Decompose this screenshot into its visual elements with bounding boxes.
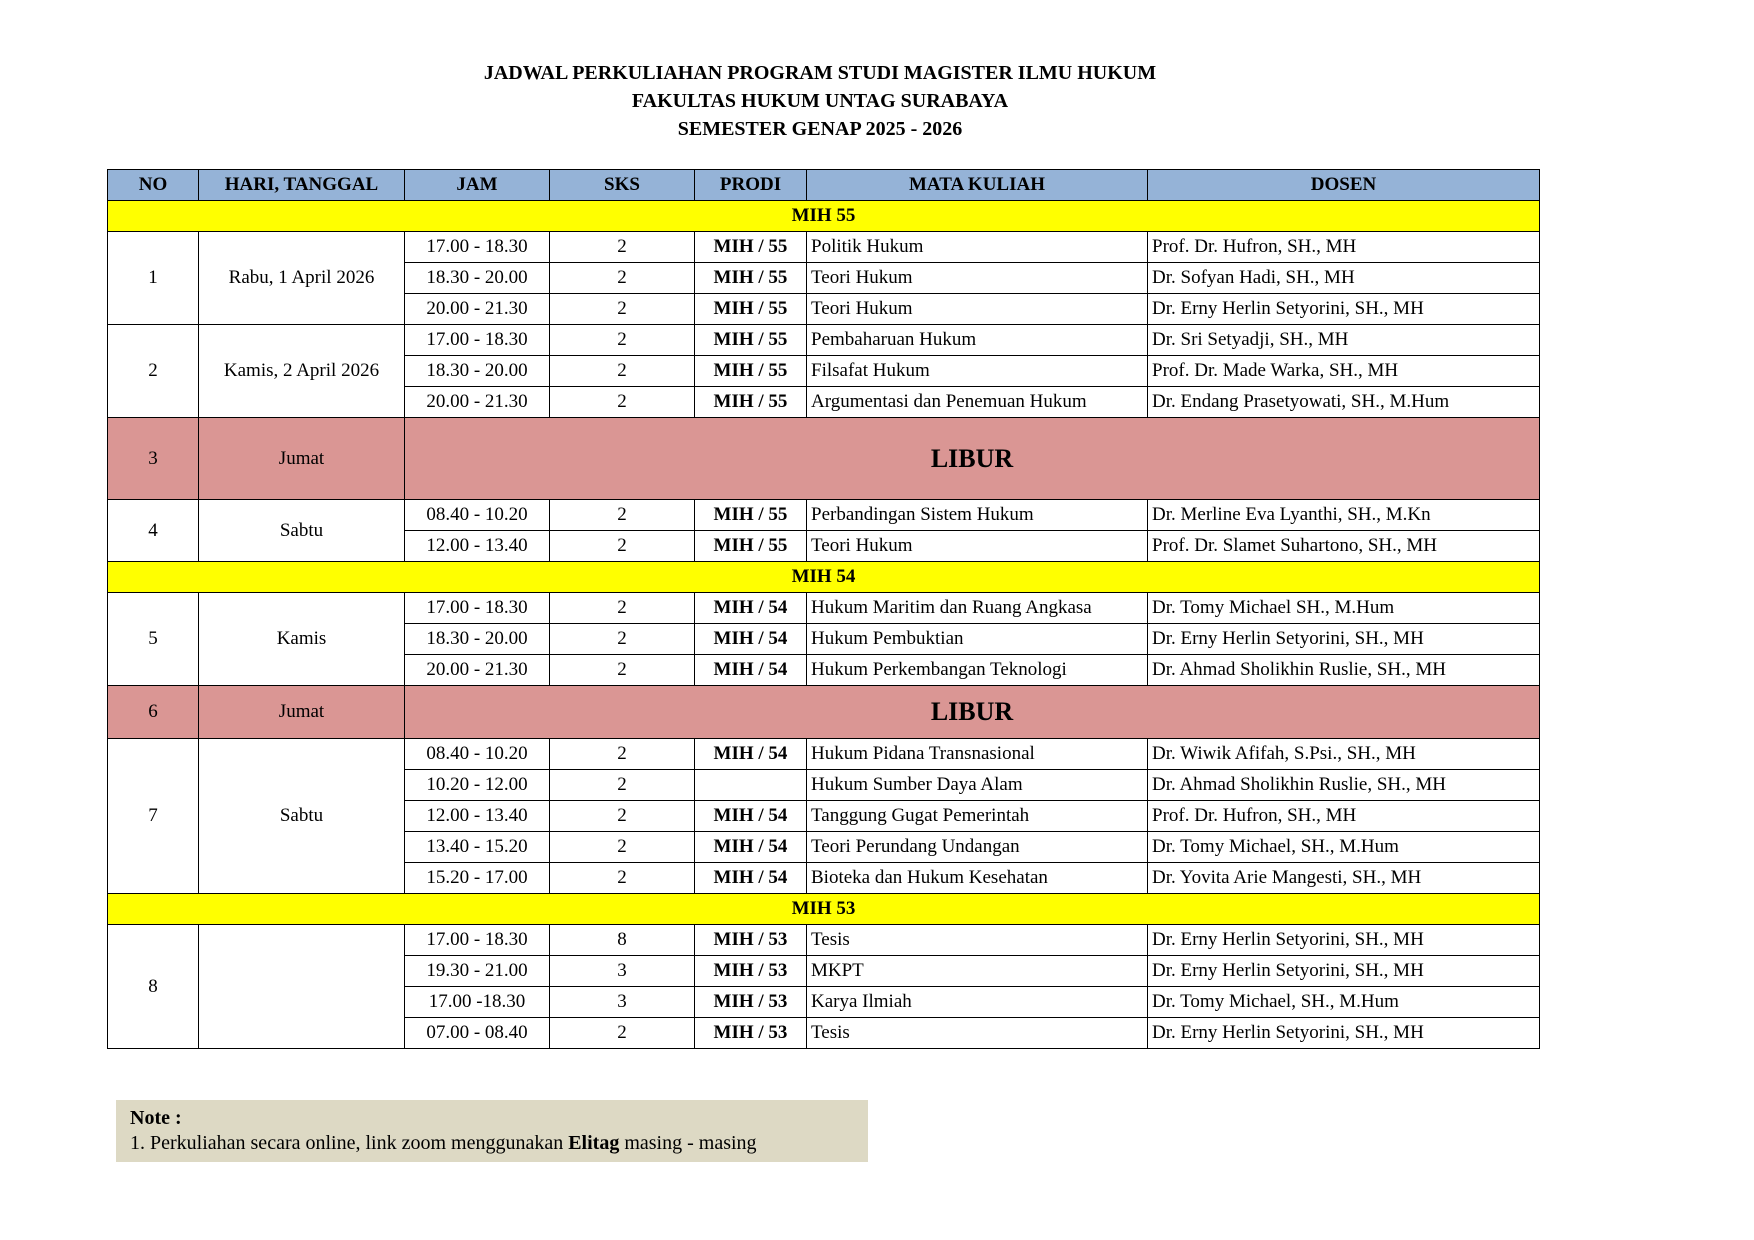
cell-sks: 2	[550, 387, 695, 418]
title-line-3: SEMESTER GENAP 2025 - 2026	[677, 118, 963, 140]
cell-sks: 2	[550, 863, 695, 894]
cell-hari-tanggal: Sabtu	[199, 500, 405, 562]
cell-jam: 10.20 - 12.00	[405, 770, 550, 801]
schedule-body	[108, 201, 1540, 1049]
cell-dosen: Dr. Erny Herlin Setyorini, SH., MH	[1148, 294, 1540, 325]
cell-prodi: MIH / 55	[695, 294, 807, 325]
note-text-bold: Elitag	[568, 1132, 620, 1154]
cell-mata-kuliah: Perbandingan Sistem Hukum	[807, 500, 1148, 531]
cell-dosen: Dr. Ahmad Sholikhin Ruslie, SH., MH	[1148, 770, 1540, 801]
cell-no: 2	[108, 325, 199, 418]
cell-dosen: Dr. Tomy Michael, SH., M.Hum	[1148, 987, 1540, 1018]
cell-mata-kuliah: Politik Hukum	[807, 232, 1148, 263]
cell-hari-tanggal: Jumat	[199, 686, 405, 739]
cell-jam: 17.00 - 18.30	[405, 232, 550, 263]
cell-sks: 2	[550, 655, 695, 686]
cell-mata-kuliah: Argumentasi dan Penemuan Hukum	[807, 387, 1148, 418]
libur-row	[108, 418, 1540, 500]
title-line-2: FAKULTAS HUKUM UNTAG SURABAYA	[631, 90, 1009, 112]
cell-mata-kuliah: Teori Hukum	[807, 294, 1148, 325]
cell-dosen: Dr. Ahmad Sholikhin Ruslie, SH., MH	[1148, 655, 1540, 686]
cell-jam: 15.20 - 17.00	[405, 863, 550, 894]
cell-prodi: MIH / 54	[695, 832, 807, 863]
col-header-no: NO	[108, 170, 199, 201]
cell-prodi	[695, 770, 807, 801]
cell-mata-kuliah: Hukum Maritim dan Ruang Angkasa	[807, 593, 1148, 624]
group-label: MIH 55	[108, 201, 1540, 232]
cell-sks: 2	[550, 1018, 695, 1049]
cell-no: 8	[108, 925, 199, 1049]
cell-prodi: MIH / 53	[695, 1018, 807, 1049]
group-label: MIH 53	[108, 894, 1540, 925]
cell-prodi: MIH / 54	[695, 739, 807, 770]
cell-prodi: MIH / 55	[695, 500, 807, 531]
cell-sks: 2	[550, 531, 695, 562]
cell-mata-kuliah: Karya Ilmiah	[807, 987, 1148, 1018]
cell-dosen: Dr. Erny Herlin Setyorini, SH., MH	[1148, 1018, 1540, 1049]
cell-no: 1	[108, 232, 199, 325]
cell-sks: 2	[550, 500, 695, 531]
cell-mata-kuliah: Bioteka dan Hukum Kesehatan	[807, 863, 1148, 894]
cell-dosen: Prof. Dr. Slamet Suhartono, SH., MH	[1148, 531, 1540, 562]
cell-sks: 2	[550, 232, 695, 263]
cell-dosen: Dr. Yovita Arie Mangesti, SH., MH	[1148, 863, 1540, 894]
cell-prodi: MIH / 55	[695, 232, 807, 263]
cell-dosen: Dr. Merline Eva Lyanthi, SH., M.Kn	[1148, 500, 1540, 531]
cell-prodi: MIH / 53	[695, 925, 807, 956]
cell-sks: 2	[550, 593, 695, 624]
note-line	[130, 1131, 854, 1156]
cell-sks: 2	[550, 294, 695, 325]
cell-hari-tanggal: Kamis, 2 April 2026	[199, 325, 405, 418]
cell-dosen: Dr. Erny Herlin Setyorini, SH., MH	[1148, 624, 1540, 655]
cell-mata-kuliah: Teori Hukum	[807, 263, 1148, 294]
cell-jam: 12.00 - 13.40	[405, 531, 550, 562]
cell-prodi: MIH / 55	[695, 263, 807, 294]
note-box	[116, 1100, 868, 1162]
cell-mata-kuliah: Pembaharuan Hukum	[807, 325, 1148, 356]
cell-mata-kuliah: Hukum Pembuktian	[807, 624, 1148, 655]
note-text-suffix: masing - masing	[619, 1132, 757, 1154]
cell-prodi: MIH / 54	[695, 624, 807, 655]
cell-no: 7	[108, 739, 199, 894]
cell-hari-tanggal: Sabtu	[199, 739, 405, 894]
cell-sks: 2	[550, 263, 695, 294]
cell-prodi: MIH / 54	[695, 863, 807, 894]
cell-jam: 17.00 - 18.30	[405, 325, 550, 356]
table-row	[108, 500, 1540, 531]
cell-jam: 18.30 - 20.00	[405, 356, 550, 387]
cell-prodi: MIH / 55	[695, 387, 807, 418]
cell-prodi: MIH / 53	[695, 987, 807, 1018]
cell-dosen: Dr. Sri Setyadji, SH., MH	[1148, 325, 1540, 356]
cell-jam: 20.00 - 21.30	[405, 294, 550, 325]
col-header-jam: JAM	[405, 170, 550, 201]
cell-jam: 17.00 - 18.30	[405, 593, 550, 624]
cell-mata-kuliah: Tesis	[807, 1018, 1148, 1049]
cell-dosen: Dr. Wiwik Afifah, S.Psi., SH., MH	[1148, 739, 1540, 770]
col-header-prodi: PRODI	[695, 170, 807, 201]
cell-sks: 3	[550, 987, 695, 1018]
cell-no: 3	[108, 418, 199, 500]
cell-no: 6	[108, 686, 199, 739]
cell-prodi: MIH / 55	[695, 356, 807, 387]
cell-prodi: MIH / 55	[695, 531, 807, 562]
cell-mata-kuliah: Teori Hukum	[807, 531, 1148, 562]
cell-mata-kuliah: Tesis	[807, 925, 1148, 956]
cell-mata-kuliah: Hukum Sumber Daya Alam	[807, 770, 1148, 801]
table-row	[108, 325, 1540, 356]
cell-sks: 8	[550, 925, 695, 956]
cell-mata-kuliah: Filsafat Hukum	[807, 356, 1148, 387]
libur-label: LIBUR	[405, 418, 1540, 500]
col-header-dosen: DOSEN	[1148, 170, 1540, 201]
cell-prodi: MIH / 54	[695, 655, 807, 686]
cell-dosen: Dr. Endang Prasetyowati, SH., M.Hum	[1148, 387, 1540, 418]
cell-jam: 18.30 - 20.00	[405, 624, 550, 655]
cell-sks: 2	[550, 801, 695, 832]
cell-jam: 08.40 - 10.20	[405, 500, 550, 531]
cell-prodi: MIH / 54	[695, 801, 807, 832]
note-title: Note :	[130, 1107, 182, 1129]
table-header-row	[108, 170, 1540, 201]
cell-dosen: Dr. Sofyan Hadi, SH., MH	[1148, 263, 1540, 294]
table-row	[108, 739, 1540, 770]
cell-sks: 3	[550, 956, 695, 987]
libur-label: LIBUR	[405, 686, 1540, 739]
cell-hari-tanggal	[199, 925, 405, 1049]
table-row	[108, 593, 1540, 624]
cell-no: 4	[108, 500, 199, 562]
cell-sks: 2	[550, 770, 695, 801]
cell-dosen: Dr. Erny Herlin Setyorini, SH., MH	[1148, 956, 1540, 987]
cell-jam: 08.40 - 10.20	[405, 739, 550, 770]
cell-mata-kuliah: MKPT	[807, 956, 1148, 987]
cell-prodi: MIH / 54	[695, 593, 807, 624]
group-label: MIH 54	[108, 562, 1540, 593]
col-header-hari-tanggal: HARI, TANGGAL	[199, 170, 405, 201]
group-header-row	[108, 894, 1540, 925]
cell-jam: 18.30 - 20.00	[405, 263, 550, 294]
document-header	[0, 59, 1640, 143]
cell-dosen: Prof. Dr. Hufron, SH., MH	[1148, 801, 1540, 832]
cell-no: 5	[108, 593, 199, 686]
cell-mata-kuliah: Tanggung Gugat Pemerintah	[807, 801, 1148, 832]
cell-dosen: Prof. Dr. Hufron, SH., MH	[1148, 232, 1540, 263]
cell-jam: 20.00 - 21.30	[405, 655, 550, 686]
cell-prodi: MIH / 55	[695, 325, 807, 356]
cell-dosen: Dr. Erny Herlin Setyorini, SH., MH	[1148, 925, 1540, 956]
col-header-sks: SKS	[550, 170, 695, 201]
cell-sks: 2	[550, 739, 695, 770]
cell-dosen: Prof. Dr. Made Warka, SH., MH	[1148, 356, 1540, 387]
group-header-row	[108, 562, 1540, 593]
cell-jam: 20.00 - 21.30	[405, 387, 550, 418]
title-line-1: JADWAL PERKULIAHAN PROGRAM STUDI MAGISTER ILMU HUKUM	[483, 62, 1157, 84]
cell-prodi: MIH / 53	[695, 956, 807, 987]
col-header-mata-kuliah: MATA KULIAH	[807, 170, 1148, 201]
schedule-table	[107, 169, 1540, 1049]
cell-jam: 17.00 - 18.30	[405, 925, 550, 956]
cell-hari-tanggal: Kamis	[199, 593, 405, 686]
group-header-row	[108, 201, 1540, 232]
cell-jam: 17.00 -18.30	[405, 987, 550, 1018]
cell-jam: 07.00 - 08.40	[405, 1018, 550, 1049]
table-row	[108, 232, 1540, 263]
cell-jam: 12.00 - 13.40	[405, 801, 550, 832]
cell-jam: 13.40 - 15.20	[405, 832, 550, 863]
cell-hari-tanggal: Rabu, 1 April 2026	[199, 232, 405, 325]
cell-jam: 19.30 - 21.00	[405, 956, 550, 987]
note-text-prefix: 1. Perkuliahan secara online, link zoom menggunakan	[130, 1132, 569, 1154]
cell-mata-kuliah: Teori Perundang Undangan	[807, 832, 1148, 863]
cell-mata-kuliah: Hukum Pidana Transnasional	[807, 739, 1148, 770]
libur-row	[108, 686, 1540, 739]
cell-sks: 2	[550, 325, 695, 356]
table-row	[108, 925, 1540, 956]
cell-dosen: Dr. Tomy Michael SH., M.Hum	[1148, 593, 1540, 624]
cell-mata-kuliah: Hukum Perkembangan Teknologi	[807, 655, 1148, 686]
cell-hari-tanggal: Jumat	[199, 418, 405, 500]
cell-dosen: Dr. Tomy Michael, SH., M.Hum	[1148, 832, 1540, 863]
cell-sks: 2	[550, 832, 695, 863]
cell-sks: 2	[550, 356, 695, 387]
cell-sks: 2	[550, 624, 695, 655]
